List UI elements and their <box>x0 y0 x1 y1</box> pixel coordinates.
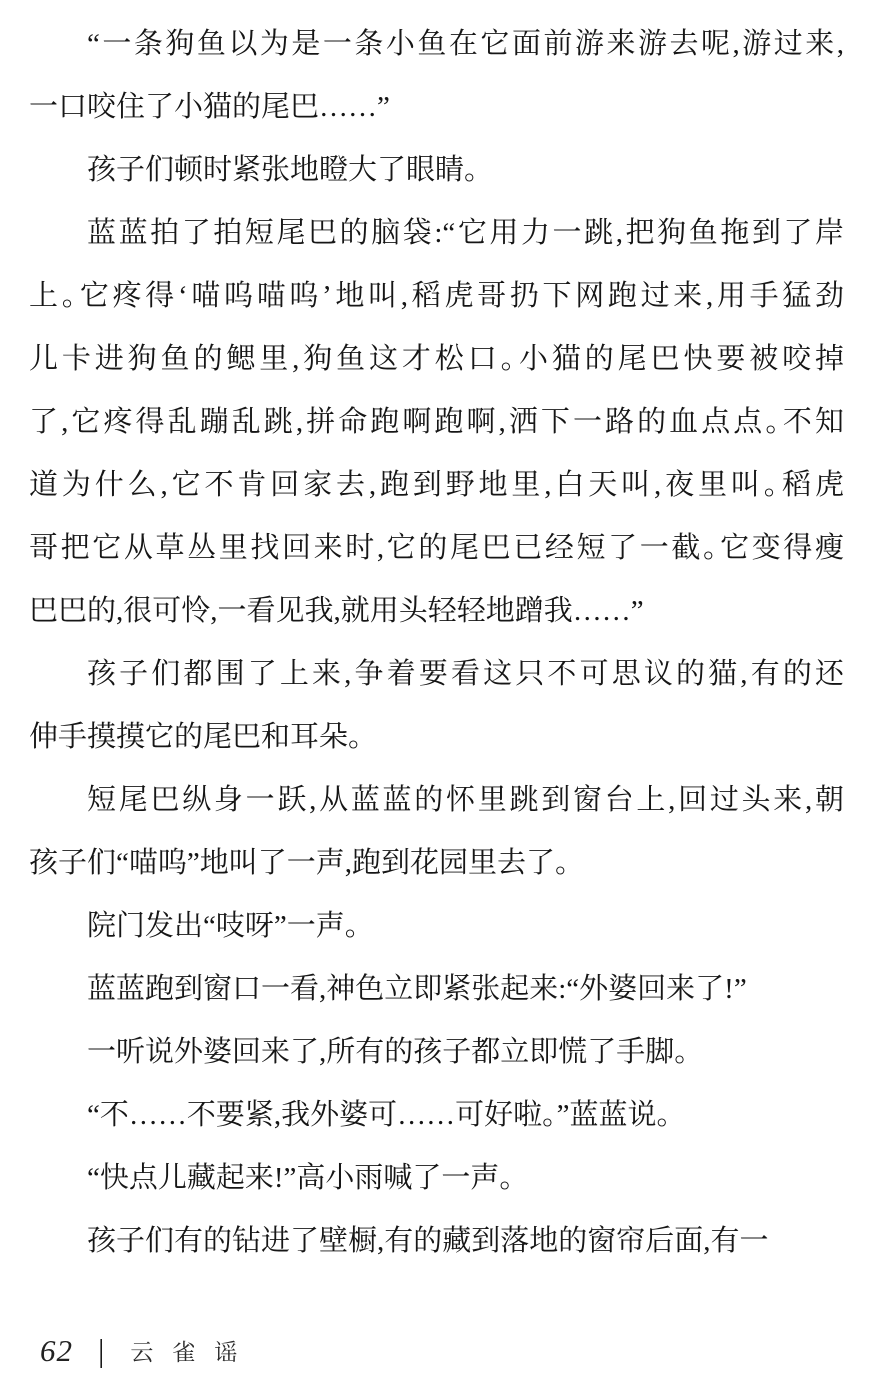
book-title: 云雀谣 <box>130 1340 257 1365</box>
text-block <box>29 13 844 1273</box>
text-line: 孩子们都围了上来,争着要看这只不可思议的猫,有的还 <box>87 658 844 690</box>
text-line: 上。它疼得‘喵呜喵呜’地叫,稻虎哥扔下网跑过来,用手猛劲 <box>29 280 844 312</box>
footer-separator-bar: | <box>98 1332 105 1368</box>
page-footer <box>40 1332 256 1369</box>
text-line: 孩子们“喵呜”地叫了一声,跑到花园里去了。 <box>29 847 570 879</box>
text-line: “一条狗鱼以为是一条小鱼在它面前游来游去呢,游过来, <box>87 28 844 60</box>
text-line: 哥把它从草丛里找回来时,它的尾巴已经短了一截。它变得瘦 <box>29 532 844 564</box>
text-line: 一听说外婆回来了,所有的孩子都立即慌了手脚。 <box>87 1036 689 1068</box>
page-number: 62 <box>40 1332 73 1368</box>
text-line: 孩子们有的钻进了壁橱,有的藏到落地的窗帘后面,有一 <box>87 1225 769 1257</box>
text-line: “不……不要紧,我外婆可……可好啦。”蓝蓝说。 <box>87 1099 671 1131</box>
text-line: 伸手摸摸它的尾巴和耳朵。 <box>29 721 363 753</box>
text-line: 院门发出“吱呀”一声。 <box>87 910 360 942</box>
text-line: 巴巴的,很可怜,一看见我,就用头轻轻地蹭我……” <box>29 595 644 627</box>
text-line: 蓝蓝拍了拍短尾巴的脑袋:“它用力一跳,把狗鱼拖到了岸 <box>87 217 844 249</box>
text-line: 蓝蓝跑到窗口一看,神色立即紧张起来:“外婆回来了!” <box>87 973 747 1005</box>
text-line: 儿卡进狗鱼的鳃里,狗鱼这才松口。小猫的尾巴快要被咬掉 <box>29 343 844 375</box>
text-line: 道为什么,它不肯回家去,跑到野地里,白天叫,夜里叫。稻虎 <box>29 469 844 501</box>
text-line: “快点儿藏起来!”高小雨喊了一声。 <box>87 1162 514 1194</box>
text-line: 短尾巴纵身一跃,从蓝蓝的怀里跳到窗台上,回过头来,朝 <box>87 784 844 816</box>
text-line: 了,它疼得乱蹦乱跳,拼命跑啊跑啊,洒下一路的血点点。不知 <box>29 406 844 438</box>
text-line: 一口咬住了小猫的尾巴……” <box>29 91 390 123</box>
text-line: 孩子们顿时紧张地瞪大了眼睛。 <box>87 154 479 186</box>
